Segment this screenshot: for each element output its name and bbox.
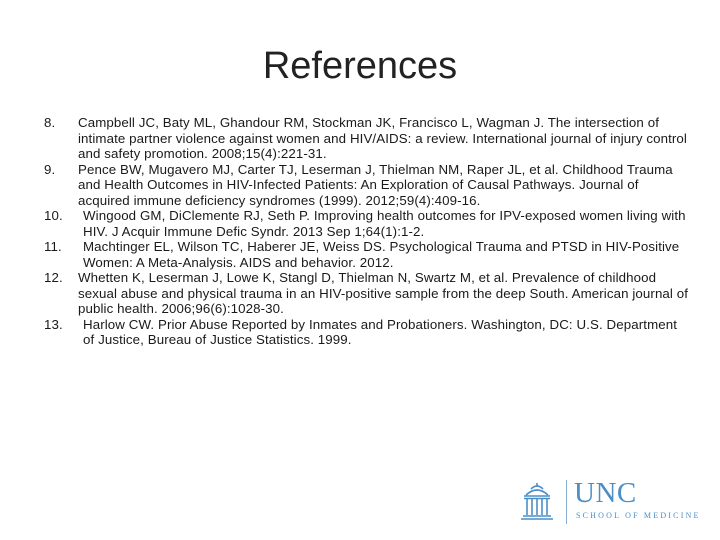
logo-wordmark: UNC xyxy=(574,477,637,509)
reference-number: 11. xyxy=(44,239,62,254)
reference-item xyxy=(44,208,690,239)
reference-text: Wingood GM, DiClemente RJ, Seth P. Improving health outcomes for IPV-exposed women living with HIV. J Acquir Immune Defic Syndr. 2013 Sep 1;64(1):1-2. xyxy=(83,208,686,239)
reference-text: Whetten K, Leserman J, Lowe K, Stangl D, Thielman N, Swartz M, et al. Prevalence of childhood sexual abuse and physical trauma in an HIV-positive sample from the deep South. American journal of public health. 2006;96(6):1028-30. xyxy=(78,270,689,316)
reference-text: Pence BW, Mugavero MJ, Carter TJ, Leserman J, Thielman NM, Raper JL, et al. Childhood Trauma and Health Outcomes in HIV-Infected Patients: An Exploration of Causal Pathways. Journal of acquired immune deficiency syndromes (1999). 2012;59(4):409-16. xyxy=(78,161,673,208)
logo-divider xyxy=(566,480,567,524)
reference-text: Harlow CW. Prior Abuse Reported by Inmates and Probationers. Washington, DC: U.S. Department of Justice, Bureau of Justice Statistics. 1999. xyxy=(83,316,678,347)
reference-number: 13. xyxy=(44,316,63,332)
reference-number: 10. xyxy=(44,208,63,223)
slide-title: References xyxy=(262,45,458,87)
reference-text: Campbell JC, Baty ML, Ghandour RM, Stockman JK, Francisco L, Wagman J. The intersection of intimate partner violence against women and HIV/AIDS: a review. International journal of injury control and safety promotion. 2008;15(4):221-31. xyxy=(78,115,687,161)
reference-item xyxy=(44,162,690,209)
old-well-icon xyxy=(520,482,554,522)
reference-number: 8. xyxy=(44,115,56,130)
unc-school-of-medicine-logo xyxy=(520,477,701,524)
reference-item xyxy=(44,239,690,270)
reference-text: Machtinger EL, Wilson TC, Haberer JE, Weiss DS. Psychological Trauma and PTSD in HIV-Positive Women: A Meta-Analysis. AIDS and behavior. 2012. xyxy=(83,239,680,270)
reference-item xyxy=(44,270,690,317)
reference-item xyxy=(44,115,690,162)
reference-item xyxy=(44,317,690,348)
reference-list xyxy=(44,115,690,348)
reference-number: 9. xyxy=(44,161,56,177)
logo-subtitle: SCHOOL OF MEDICINE xyxy=(576,511,701,520)
reference-number: 12. xyxy=(44,270,63,285)
